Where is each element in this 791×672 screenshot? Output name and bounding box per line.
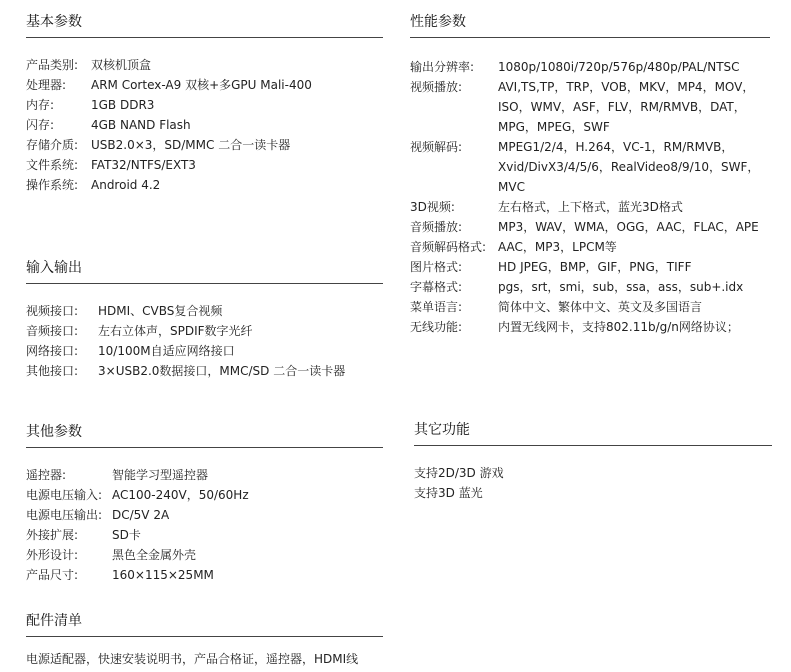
spec-label: 其他接口: bbox=[26, 364, 79, 378]
basic-params-heading: 基本参数 bbox=[26, 13, 383, 38]
spec-value: USB2.0×3，SD/MMC 二合一读卡器 bbox=[91, 138, 291, 152]
spec-label: 电源电压输入: bbox=[26, 488, 103, 502]
spec-label: 外接扩展: bbox=[26, 528, 79, 542]
spec-value: MPEG1/2/4，H.264，VC-1，RM/RMVB，Xvid/DivX3/4/5/6，RealVideo8/9/10，SWF，MVC bbox=[498, 140, 760, 194]
spec-label: 闪存: bbox=[26, 118, 55, 132]
spec-value: 黑色全金属外壳 bbox=[112, 548, 197, 562]
spec-label: 外形设计: bbox=[26, 548, 79, 562]
spec-value: 1GB DDR3 bbox=[91, 98, 155, 112]
spec-label: 视频接口: bbox=[26, 304, 79, 318]
other-functions-heading: 其它功能 bbox=[414, 421, 772, 446]
spec-label: 存储介质: bbox=[26, 138, 79, 152]
accessories-text: 电源适配器，快速安装说明书，产品合格证，遥控器，HDMI线 bbox=[26, 652, 359, 666]
spec-label: 图片格式: bbox=[410, 260, 463, 274]
spec-value: DC/5V 2A bbox=[112, 508, 170, 522]
spec-row bbox=[26, 321, 383, 341]
spec-label: 音频播放: bbox=[410, 220, 463, 234]
other-params-heading: 其他参数 bbox=[26, 423, 383, 448]
other-functions-list bbox=[414, 463, 772, 503]
spec-value: 内置无线网卡，支持802.11b/g/n网络协议； bbox=[498, 320, 739, 334]
spec-row bbox=[26, 485, 383, 505]
spec-value: pgs，srt，smi，sub，ssa，ass，sub+.idx bbox=[498, 280, 744, 294]
performance-params-list bbox=[410, 57, 770, 337]
performance-params-section bbox=[410, 13, 770, 337]
function-item: 支持2D/3D 游戏 bbox=[414, 466, 504, 480]
spec-row bbox=[410, 197, 770, 217]
spec-value: 左右格式，上下格式，蓝光3D格式 bbox=[498, 200, 683, 214]
spec-value: ARM Cortex-A9 双核+多GPU Mali-400 bbox=[91, 78, 312, 92]
spec-row bbox=[26, 115, 383, 135]
io-heading: 输入输出 bbox=[26, 259, 383, 284]
spec-row bbox=[410, 297, 770, 317]
spec-label: 产品尺寸: bbox=[26, 568, 79, 582]
spec-row bbox=[26, 75, 383, 95]
spec-label: 网络接口: bbox=[26, 344, 79, 358]
spec-row bbox=[26, 175, 383, 195]
spec-label: 处理器: bbox=[26, 78, 67, 92]
spec-value: 双核机顶盒 bbox=[91, 58, 152, 72]
other-params-section bbox=[26, 423, 383, 585]
accessories-section bbox=[26, 612, 383, 669]
spec-value: AAC，MP3，LPCM等 bbox=[498, 240, 617, 254]
spec-row bbox=[26, 545, 383, 565]
spec-row bbox=[26, 565, 383, 585]
spec-row bbox=[26, 361, 383, 381]
spec-value: HD JPEG，BMP，GIF，PNG，TIFF bbox=[498, 260, 692, 274]
spec-row bbox=[410, 277, 770, 297]
spec-label: 产品类别: bbox=[26, 58, 79, 72]
spec-label: 无线功能: bbox=[410, 320, 463, 334]
spec-value: 3×USB2.0数据接口，MMC/SD 二合一读卡器 bbox=[98, 364, 346, 378]
spec-label: 音频接口: bbox=[26, 324, 79, 338]
spec-value: MP3，WAV，WMA，OGG，AAC，FLAC，APE bbox=[498, 220, 759, 234]
other-params-list bbox=[26, 465, 383, 585]
spec-value: HDMI、CVBS复合视频 bbox=[98, 304, 223, 318]
function-item: 支持3D 蓝光 bbox=[414, 486, 483, 500]
spec-row bbox=[26, 341, 383, 361]
spec-value: AVI,TS,TP，TRP，VOB，MKV，MP4，MOV，ISO，WMV，ASF，FLV，RM/RMVB，DAT，MPG，MPEG，SWF bbox=[498, 80, 755, 134]
spec-row bbox=[26, 155, 383, 175]
spec-value: SD卡 bbox=[112, 528, 141, 542]
spec-label: 视频解码: bbox=[410, 140, 463, 154]
performance-params-heading: 性能参数 bbox=[410, 13, 770, 38]
spec-row bbox=[410, 77, 770, 137]
spec-row bbox=[410, 57, 770, 77]
spec-value: 4GB NAND Flash bbox=[91, 118, 191, 132]
spec-row bbox=[26, 525, 383, 545]
spec-value: AC100-240V，50/60Hz bbox=[112, 488, 249, 502]
spec-label: 音频解码格式: bbox=[410, 240, 487, 254]
spec-value: FAT32/NTFS/EXT3 bbox=[91, 158, 196, 172]
basic-params-section bbox=[26, 13, 383, 195]
spec-label: 输出分辨率: bbox=[410, 60, 475, 74]
spec-row bbox=[26, 135, 383, 155]
spec-row bbox=[410, 137, 770, 197]
spec-label: 操作系统: bbox=[26, 178, 79, 192]
spec-value: 1080p/1080i/720p/576p/480p/PAL/NTSC bbox=[498, 60, 740, 74]
spec-label: 遥控器: bbox=[26, 468, 67, 482]
spec-row bbox=[26, 55, 383, 75]
spec-label: 电源电压输出: bbox=[26, 508, 103, 522]
spec-value: 左右立体声，SPDIF数字光纤 bbox=[98, 324, 253, 338]
spec-row bbox=[410, 217, 770, 237]
spec-value: 10/100M自适应网络接口 bbox=[98, 344, 235, 358]
spec-value: 智能学习型遥控器 bbox=[112, 468, 209, 482]
accessories-heading: 配件清单 bbox=[26, 612, 383, 637]
spec-label: 菜单语言: bbox=[410, 300, 463, 314]
spec-value: 简体中文、繁体中文、英文及多国语言 bbox=[498, 300, 703, 314]
accessories-list bbox=[26, 649, 383, 669]
spec-label: 字幕格式: bbox=[410, 280, 463, 294]
io-list bbox=[26, 301, 383, 381]
spec-label: 3D视频: bbox=[410, 200, 455, 214]
spec-value: Android 4.2 bbox=[91, 178, 161, 192]
spec-row bbox=[26, 465, 383, 485]
spec-row bbox=[410, 317, 770, 337]
spec-label: 内存: bbox=[26, 98, 55, 112]
spec-row bbox=[26, 505, 383, 525]
spec-value: 160×115×25MM bbox=[112, 568, 214, 582]
spec-label: 文件系统: bbox=[26, 158, 79, 172]
spec-row bbox=[26, 95, 383, 115]
spec-row bbox=[410, 257, 770, 277]
spec-label: 视频播放: bbox=[410, 80, 463, 94]
spec-row bbox=[410, 237, 770, 257]
spec-row bbox=[26, 301, 383, 321]
basic-params-list bbox=[26, 55, 383, 195]
io-section bbox=[26, 259, 383, 381]
other-functions-section bbox=[414, 421, 772, 503]
